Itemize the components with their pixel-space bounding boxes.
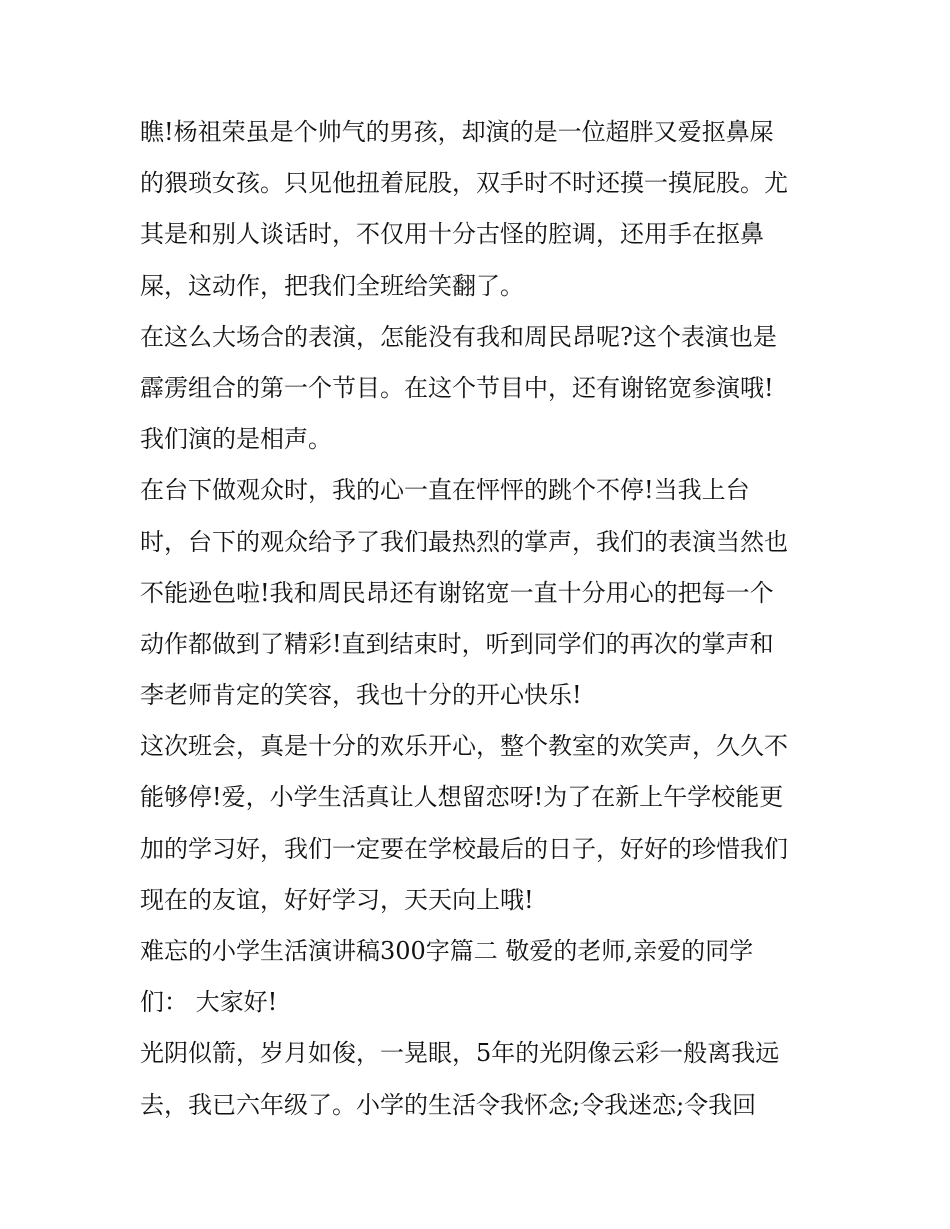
- text-line: 我们演的是相声。: [140, 425, 332, 454]
- text-line: 去，我已六年级了。小学的生活令我怀念;令我迷恋;令我回: [140, 1090, 757, 1119]
- text-line: 其是和别人谈话时，不仅用十分古怪的腔调，还用手在抠鼻: [140, 220, 764, 249]
- text-line: 光阴似箭，岁月如俊，一晃眼，5年的光阴像云彩一般离我远: [140, 1039, 780, 1068]
- section-heading-line: 难忘的小学生活演讲稿300字篇二 敬爱的老师,亲爱的同学: [140, 937, 754, 965]
- greeting-line: 们： 大家好!: [140, 988, 278, 1017]
- text-line: 的猥琐女孩。只见他扭着屁股，双手时不时还摸一摸屁股。尤: [140, 169, 788, 198]
- text-line: 霹雳组合的第一个节目。在这个节目中，还有谢铭宽参演哦!: [140, 373, 774, 402]
- text-line: 在台下做观众时，我的心一直在怦怦的跳个不停!当我上台: [140, 476, 750, 505]
- text-line: 动作都做到了精彩!直到结束时，听到同学们的再次的掌声和: [140, 629, 774, 658]
- text-line: 不能逊色啦!我和周民昂还有谢铭宽一直十分用心的把每一个: [140, 578, 774, 607]
- text-line: 加的学习好，我们一定要在学校最后的日子，好好的珍惜我们: [140, 834, 788, 863]
- text-line: 瞧!杨祖荣虽是个帅气的男孩，却演的是一位超胖又爱抠鼻屎: [140, 118, 774, 146]
- text-line: 在这么大场合的表演，怎能没有我和周民昂呢?这个表演也是: [140, 322, 777, 351]
- body-text: [140, 107, 820, 1131]
- text-line: 能够停!爱，小学生活真让人想留恋呀!为了在新上午学校能更: [140, 783, 784, 812]
- text-line: 时，台下的观众给予了我们最热烈的掌声，我们的表演当然也: [140, 527, 788, 556]
- text-line: 李老师肯定的笑容，我也十分的开心快乐!: [140, 681, 582, 710]
- text-line: 现在的友谊，好好学习，天天向上哦!: [140, 885, 534, 914]
- text-line: 屎，这动作，把我们全班给笑翻了。: [140, 271, 524, 300]
- text-line: 这次班会，真是十分的欢乐开心，整个教室的欢笑声，久久不: [140, 732, 788, 761]
